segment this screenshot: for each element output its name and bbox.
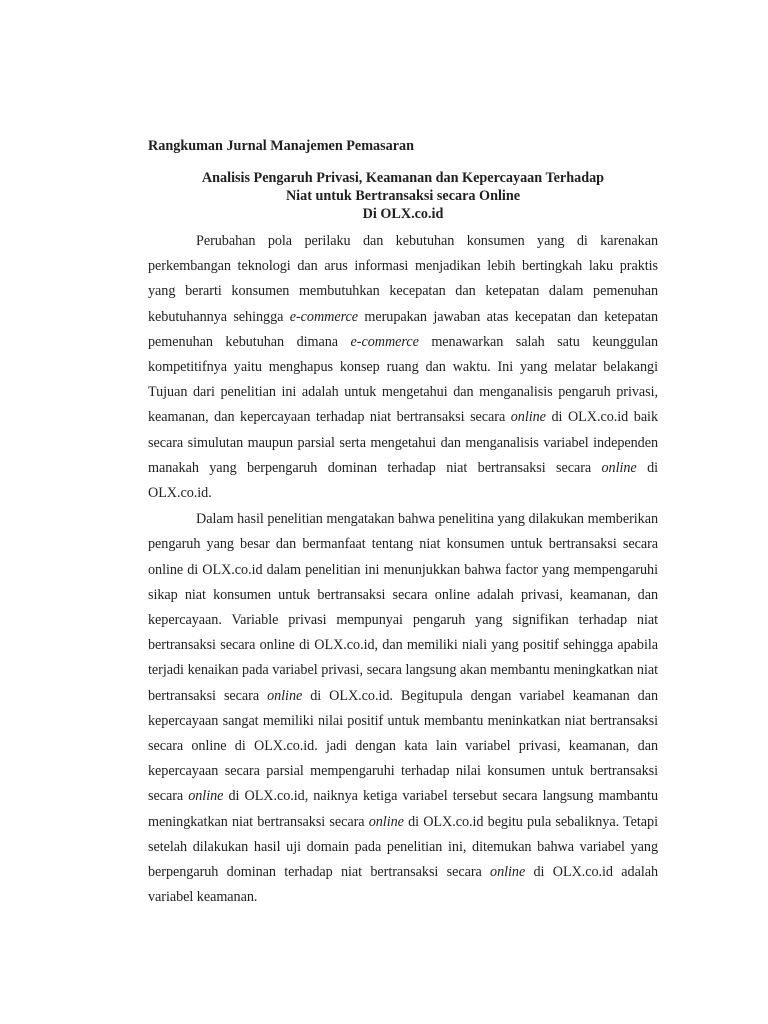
text-run: Dalam hasil penelitian mengatakan bahwa penelitina yang dilakukan memberikan pengaruh yang besar dan bermanfaat tentang niat konsumen untuk bertransaksi secara online di OLX.co.id dalam penelitian ini menunjukkan bahwa factor yang mempengaruhi sikap niat konsumen untuk bertransaksi secara online adalah privasi, keamanan, dan kepercayaan. Variable privasi mempunyai pengaruh yang signifikan terhadap niat bertransaksi secara online di OLX.co.id, dan memiliki niali yang positif sehingga apabila terjadi kenaikan pada variabel privasi, secara langsung akan membantu meningkatkan niat bertransaksi secara: [148, 511, 658, 704]
italic-term: e-commerce: [289, 308, 359, 325]
italic-term: online: [601, 459, 637, 476]
document-heading: Rangkuman Jurnal Manajemen Pemasaran: [148, 138, 415, 154]
text-run: di OLX.co.id.: [148, 459, 659, 502]
italic-term: online: [510, 409, 546, 426]
italic-term: online: [490, 864, 526, 881]
article-title-line-1: Analisis Pengaruh Privasi, Keamanan dan Kepercayaan Terhadap: [201, 170, 605, 186]
document-page: [148, 137, 658, 910]
paragraph-2: [148, 507, 658, 910]
text-run: di OLX.co.id begitu pula sebaliknya. Tetapi setelah dilakukan hasil uji domain pada penelitian ini, ditemukan bahwa variabel yang berpengaruh dominan terhadap niat bertransaksi secara: [148, 813, 658, 881]
text-run: merupakan jawaban atas kecepatan dan ketepatan pemenuhan kebutuhan dimana: [148, 308, 659, 350]
text-run: di OLX.co.id, naiknya ketiga variabel tersebut secara langsung mambantu meningkatkan niat bertransaksi secara: [148, 788, 658, 830]
italic-term: online: [188, 788, 224, 805]
italic-term: online: [368, 813, 404, 830]
text-run: di OLX.co.id baik secara simulutan maupun parsial serta mengetahui dan menganalisis variabel independen manakah yang berpengaruh dominan terhadap niat bertransaksi secara: [148, 409, 658, 476]
article-title-line-3: Di OLX.co.id: [362, 206, 444, 222]
article-title: [148, 169, 658, 223]
paragraph-1: [148, 229, 658, 506]
article-title-line-2: Niat untuk Bertransaksi secara Online: [285, 188, 521, 204]
italic-term: e-commerce: [350, 333, 419, 350]
italic-term: online: [267, 687, 303, 704]
text-run: di OLX.co.id. Begitupula dengan variabel keamanan dan kepercayaan sangat memiliki nilai positif untuk membantu meninkatkan niat bertransaksi secara online di OLX.co.id. jadi dengan kata lain variabel privasi, keamanan, dan kepercayaan secara parsial mempengaruhi terhadap nilai konsumen untuk bertransaksi secara: [148, 687, 659, 805]
text-run: Perubahan pola perilaku dan kebutuhan konsumen yang di karenakan perkembangan teknologi dan arus informasi menjadikan lebih bertingkah laku praktis yang berarti konsumen membutuhkan kecepatan dan ketepatan dalam pemenuhan kebutuhannya sehingga: [148, 233, 658, 325]
text-run: di OLX.co.id adalah variabel keamanan.: [148, 864, 658, 906]
text-run: menawarkan salah satu keunggulan kompetitifnya yaitu menghapus konsep ruang dan waktu. Ini yang melatar belakangi Tujuan dari penelitian ini adalah untuk mengetahui dan menganalisis pengaruh privasi, keamanan, dan kepercayaan terhadap niat bertransaksi secara: [148, 333, 659, 426]
